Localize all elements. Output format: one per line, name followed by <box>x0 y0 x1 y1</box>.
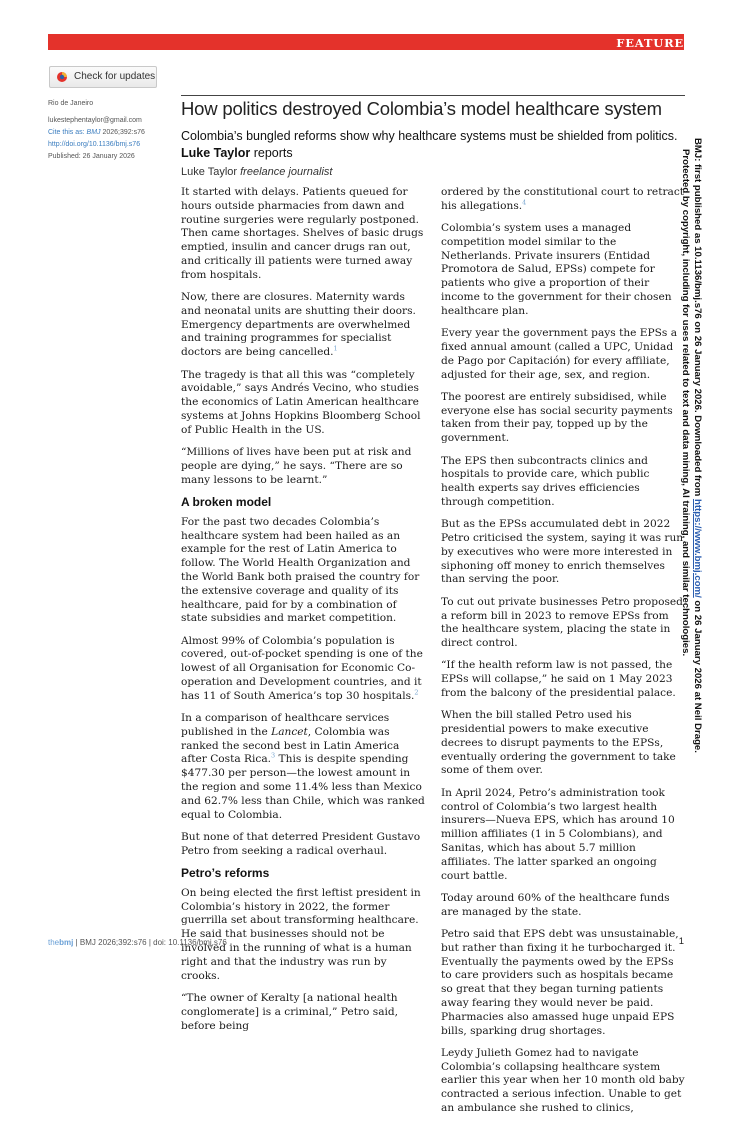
page-number: 1 <box>678 936 684 947</box>
reference-link[interactable]: 2 <box>414 688 419 697</box>
paragraph: Today around 60% of the healthcare funds are managed by the state. <box>441 891 670 918</box>
standfirst-author: Luke Taylor <box>181 146 251 160</box>
paragraph: On being elected the first leftist president in Colombia’s history in 2022, the former guerrilla set about transforming healthcare. He said that businesses should not be involved in the running of what is a human right and that the industry was run by crooks. <box>181 886 421 982</box>
paragraph: Leydy Julieth Gomez had to navigate Colombia’s collapsing healthcare system earlier this year when her 10 month old baby contracted a serious infection. Unable to get an ambulance she rushed to clinics, <box>441 1046 685 1115</box>
paragraph: For the past two decades Colombia’s healthcare system had been hailed as an example for the rest of Latin America to follow. The World Health Organization and the World Bank both praised the country for the extensive coverage and quality of its healthcare, paid for by a combination of state subsidies and market competition. <box>181 515 420 625</box>
byline-role: freelance journalist <box>240 166 333 178</box>
paragraph: The EPS then subcontracts clinics and hospitals to provide care, which public health experts say drives efficiencies through competition. <box>441 454 650 508</box>
author-email[interactable]: lukestephentaylor@gmail.com <box>48 117 142 124</box>
paragraph: “Millions of lives have been put at risk and people are dying,” he says. “There are so many lessons to be learnt.” <box>181 446 412 486</box>
section-label: FEATURE <box>616 36 684 50</box>
download-notice-line-1: BMJ: first published as 10.1136/bmj.s76 on 26 January 2026. Downloaded from https://www.bmj.com/ on 26 January 2026 at Neil Drage. <box>692 138 703 753</box>
paragraph: “If the health reform law is not passed, the EPSs will collapse,” he said on 1 May 2023 from the balcony of the presidential palace. <box>441 659 676 699</box>
download-notice-line-2: Protected by copyright, including for uses related to text and data mining, AI training, and similar technologies. <box>680 149 691 657</box>
paragraph: Petro said that EPS debt was unsustainable, but rather than fixing it he turbocharged it. Eventually the payments owed by the EPSs to care providers such as hospitals became so great that they began turning patients away fearing they would never be paid. Pharmacies also amassed huge unpaid EPS bills, sparking drug shortages. <box>441 927 679 1037</box>
paragraph: The poorest are entirely subsidised, while everyone else has social security payments taken from their pay, topped up by the government. <box>441 390 673 445</box>
paragraph: Now, there are closures. Maternity wards and neonatal units are shutting their doors. Emergency departments are overwhelmed and training programmes for specialist doctors are being cancelled.$^1$ <box>181 291 416 359</box>
section-heading: Petro’s reforms <box>181 866 270 881</box>
headline-rule <box>181 95 685 96</box>
paragraph: To cut out private businesses Petro proposed a reform bill in 2023 to remove EPSs from the healthcare system, placing the state in direct control. <box>441 595 683 650</box>
bmj-logo: thebmj <box>48 938 74 947</box>
article-column-2 <box>441 186 685 1124</box>
cite-journal: BMJ <box>86 129 101 136</box>
article-title: How politics destroyed Colombia’s model healthcare system <box>181 98 662 119</box>
byline-name: Luke Taylor <box>181 166 238 178</box>
paragraph: In April 2024, Petro’s administration took control of Colombia’s two largest health insurers—Nueva EPS, which has around 10 million affiliates (1 in 5 Colombians), and Sanitas, which has about 5.7 million affiliates. The latter sparked an ongoing court battle. <box>441 786 675 882</box>
standfirst-tail: reports <box>253 146 293 160</box>
paragraph: It started with delays. Patients queued for hours outside pharmacies from dawn and routine surgeries were regularly postponed. Then came shortages. Shelves of basic drugs emptied, insulin and cancer drugs ran out, and critically ill patients were turned away from hospitals. <box>181 186 424 281</box>
check-for-updates-button[interactable] <box>49 66 157 88</box>
check-updates-label: Check for updates <box>74 71 156 82</box>
paragraph: Colombia’s system uses a managed competition model similar to the Netherlands. Private insurers (Entidad Promotora de Salud, EPSs) compete for patients who give a proportion of their income to the government for their chosen healthcare plan. <box>441 222 672 317</box>
cite-value: 2026;392:s76 <box>102 129 145 136</box>
paragraph: But none of that deterred President Gustavo Petro from seeking a radical overhaul. <box>181 830 421 857</box>
footer-citation: thebmj | BMJ 2026;392:s76 | doi: 10.1136/bmj.s76 <box>48 938 227 947</box>
reference-link[interactable]: 4 <box>522 198 527 207</box>
standfirst-text: Colombia’s bungled reforms show why healthcare systems must be shielded from politics. <box>181 129 678 143</box>
download-notice <box>679 138 703 898</box>
published-date: Published: 26 January 2026 <box>48 153 135 160</box>
reference-link[interactable]: 1 <box>333 344 338 353</box>
bmj-url-link[interactable]: https://www.bmj.com/ <box>692 498 703 598</box>
paragraph: Every year the government pays the EPSs a fixed annual amount (called a UPC, Unidad de Pago por Capitación) for every affiliate, adjusted for their age, sex, and region. <box>441 327 678 381</box>
location: Rio de Janeiro <box>48 100 94 107</box>
reference-link[interactable]: 3 <box>271 751 276 760</box>
section-bar <box>48 34 684 50</box>
paragraph: The tragedy is that all this was “completely avoidable,” says Andrés Vecino, who studies the economics of Latin American healthcare systems at Johns Hopkins Bloomberg School of Public Health in the US. <box>181 368 421 436</box>
paragraph: ordered by the constitutional court to retract his allegations.$^4$ <box>441 186 685 212</box>
byline <box>181 166 332 178</box>
cite-label: Cite this as: <box>48 129 85 136</box>
paragraph: When the bill stalled Petro used his presidential powers to make executive decrees to disrupt payments to the EPSs, eventually ordering the government to take some of them over. <box>441 709 676 777</box>
paragraph: But as the EPSs accumulated debt in 2022 Petro criticised the system, saying it was run by executives who were more interested in siphoning off money to enrich themselves than serving the poor. <box>441 518 684 586</box>
doi-link[interactable]: http://doi.org/10.1136/bmj.s76 <box>48 141 141 148</box>
section-heading: A broken model <box>181 494 272 509</box>
paragraph: In a comparison of healthcare services published in the Lancet, Colombia was ranked the second best in Latin America after Costa Rica.$^3$ This is despite spending $477.30 per person—the lowest amount in the region and some 11.4% less than Mexico and 62.7% less than Chile, which was ranked equal to Colombia. <box>181 712 425 821</box>
check-updates-icon <box>56 71 68 83</box>
standfirst <box>181 128 681 162</box>
article-column-1 <box>181 186 425 1042</box>
paragraph: “The owner of Keralty [a national health conglomerate] is a criminal,” Petro said, before being <box>181 991 399 1032</box>
paragraph: Almost 99% of Colombia’s population is covered, out-of-pocket spending is one of the lowest of all Organisation for Economic Co-operation and Development countries, and it has 11 of South America’s top 30 hospitals.$^2$ <box>181 634 423 702</box>
cite-as <box>48 128 178 137</box>
